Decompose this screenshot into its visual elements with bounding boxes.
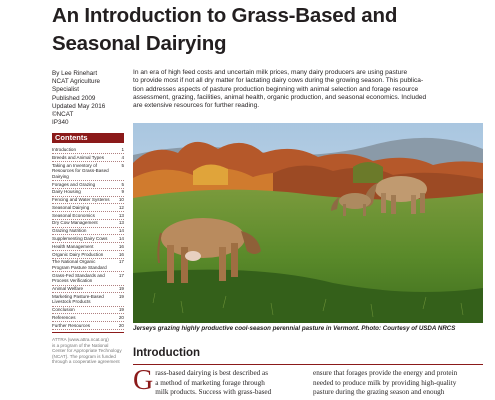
toc-item-page: 10 <box>118 197 124 203</box>
toc-item-title: Supplementing Dairy Cows <box>52 236 108 242</box>
intro-abstract <box>133 69 483 110</box>
toc-item[interactable] <box>52 307 124 315</box>
attra-line: Center for Appropriate Technology <box>52 348 122 354</box>
drop-cap: G <box>133 365 154 396</box>
introduction-heading: Introduction <box>133 347 201 359</box>
attra-line: (NCAT). The program is funded <box>52 353 116 359</box>
toc-item-title: Animal Welfare <box>52 286 84 292</box>
toc-item-page: 19 <box>118 286 124 292</box>
author-line: By Lee Rinehart <box>52 70 98 77</box>
toc-item-page: 17 <box>118 259 124 265</box>
toc-item-title: The National Organic Program Pasture Standard <box>52 259 107 270</box>
toc-item[interactable] <box>52 181 124 189</box>
toc-item-title: Dry Cow Management <box>52 220 98 226</box>
toc-item-page: 5 <box>121 181 124 187</box>
body-line: milk products. Success with grass-based <box>155 388 272 397</box>
document-title <box>52 2 482 58</box>
toc-item-title: Grazing Nutrition <box>52 228 87 234</box>
toc-item-page: 16 <box>118 243 124 249</box>
toc-item-page: 19 <box>118 293 124 299</box>
pasture-photo <box>133 123 483 323</box>
intro-line: tion addresses aspects of pasture production beginning with animal selection and forage resource <box>133 85 419 93</box>
toc-item[interactable] <box>52 286 124 294</box>
toc-item-title: Conclusion <box>52 307 75 313</box>
toc-item-title: Grass-Fed Standards and Process Verification <box>52 272 105 284</box>
toc-item[interactable] <box>52 220 124 228</box>
toc-item-page: 1 <box>121 147 124 153</box>
intro-line: to provide most if not all dry matter for lactating dairy cows during the growing season. This publica- <box>133 77 424 85</box>
toc-item-title: Forages and Grazing <box>52 181 96 187</box>
toc-item[interactable] <box>52 146 124 154</box>
toc-item-title: Seasonal Dairying <box>52 204 90 210</box>
section-divider <box>133 364 483 365</box>
attra-line: is a program of the National <box>52 342 109 348</box>
toc-item-title: Marketing Pasture-Based Livestock Products <box>52 293 104 305</box>
author-line: Specialist <box>52 86 79 94</box>
toc-item-title: Taking an Inventory of Resources for Grass-Based Dairying <box>52 162 109 179</box>
author-block <box>52 70 124 127</box>
body-line: ensure that forages provide the energy and protein <box>313 369 458 377</box>
evergreen-tree <box>353 162 383 183</box>
toc-item-title: Seasonal Economics <box>52 212 95 218</box>
toc-item-title: Health Management <box>52 243 94 249</box>
body-line: pasture during the grazing season and enough <box>313 388 445 397</box>
toc-item[interactable] <box>52 272 124 285</box>
toc-item-page: 16 <box>118 251 124 257</box>
toc-item[interactable] <box>52 228 124 236</box>
toc-item[interactable] <box>52 204 124 212</box>
toc-item[interactable] <box>52 251 124 259</box>
toc-item[interactable] <box>52 189 124 197</box>
toc-item[interactable] <box>52 235 124 243</box>
body-line: a method of marketing forage through <box>155 378 265 387</box>
toc-divider <box>52 332 124 333</box>
photo-caption: Jerseys grazing highly productive cool-season perennial pasture in Vermont. Photo: Courtesy of USDA NRCS <box>133 325 456 332</box>
intro-line: In an era of high feed costs and uncertain milk prices, many dairy producers are using pasture <box>133 69 408 76</box>
toc-item[interactable] <box>52 154 124 162</box>
toc-item-page: 9 <box>121 189 124 195</box>
toc-item-page: 13 <box>118 220 124 226</box>
toc-item-page: 19 <box>118 307 124 313</box>
toc-item-title: Introduction <box>52 147 77 153</box>
toc-item-page: 5 <box>121 162 124 168</box>
toc-item-title: Fencing and Water Systems <box>52 197 110 203</box>
toc-item[interactable] <box>52 243 124 251</box>
toc-item-title: References <box>52 315 76 321</box>
sidebar <box>52 70 124 365</box>
toc-item[interactable] <box>52 162 124 181</box>
author-line: IP340 <box>52 119 69 127</box>
author-line: ©NCAT <box>52 111 74 119</box>
intro-line: are extensive resources for further reading. <box>133 102 260 110</box>
toc-item[interactable] <box>52 259 124 272</box>
contents-heading: Contents <box>52 133 124 143</box>
toc-item-page: 13 <box>118 212 124 218</box>
toc-item-title: Further Resources <box>52 322 91 328</box>
attra-line: through a cooperative agreement <box>52 359 120 365</box>
title-line-2: Seasonal Dairying <box>52 32 227 55</box>
toc-item-title: Organic Dairy Production <box>52 251 104 257</box>
introduction-column-2 <box>313 369 483 398</box>
author-line: Published 2009 <box>52 94 96 102</box>
toc-item[interactable] <box>52 314 124 322</box>
toc-item-page: 14 <box>118 228 124 234</box>
title-line-1: An Introduction to Grass-Based and <box>52 4 398 27</box>
toc-item[interactable] <box>52 322 124 330</box>
toc-item-page: 4 <box>121 154 124 160</box>
toc-item-title: Dairy Housing <box>52 189 81 195</box>
body-line: rass-based dairying is best described as <box>155 369 269 377</box>
table-of-contents <box>52 146 124 330</box>
attra-line: ATTRA (www.attra.ncat.org) <box>52 337 109 343</box>
introduction-column-1 <box>133 365 305 398</box>
toc-item-page: 12 <box>118 204 124 210</box>
body-line: needed to produce milk by providing high-quality <box>313 378 457 387</box>
toc-item-title: Breeds and Animal Types <box>52 154 105 160</box>
author-line: Updated May 2016 <box>52 102 106 110</box>
toc-item-page: 20 <box>118 315 124 321</box>
toc-item-page: 17 <box>118 272 124 278</box>
intro-line: assessment, grazing, facilities, animal health, organic production, and seasonal economics. Included <box>133 93 427 101</box>
attra-note <box>52 337 124 365</box>
author-line: NCAT Agriculture <box>52 78 101 86</box>
toc-item-page: 20 <box>118 322 124 328</box>
toc-item[interactable] <box>52 197 124 205</box>
toc-item-page: 14 <box>118 236 124 242</box>
toc-item[interactable] <box>52 293 124 306</box>
pasture-photo-image <box>133 123 483 323</box>
toc-item[interactable] <box>52 212 124 220</box>
